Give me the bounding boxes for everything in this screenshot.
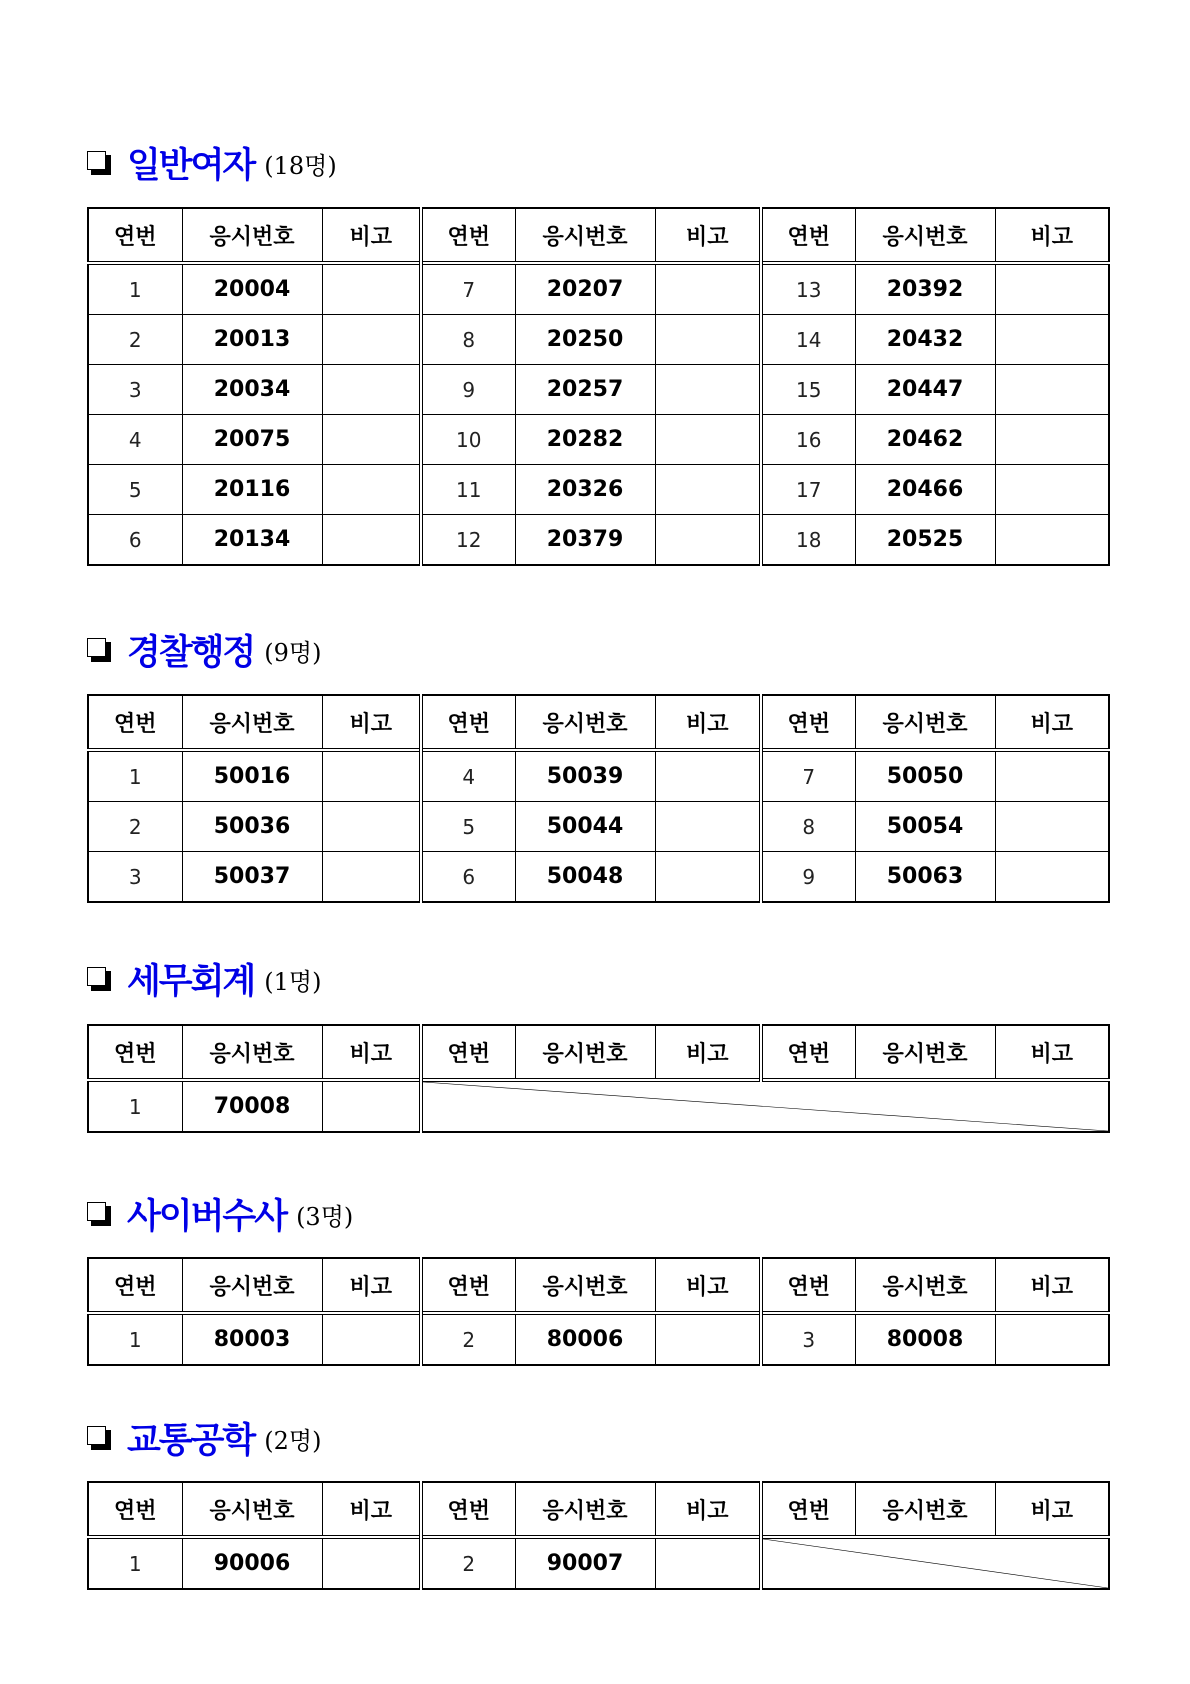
column-header: 응시번호 <box>182 1258 322 1313</box>
applicant-table <box>87 1257 1110 1366</box>
section-count: (18명) <box>264 151 337 180</box>
column-header: 연번 <box>761 1482 855 1537</box>
table-header-row <box>88 208 1109 263</box>
exam-number-cell: 50039 <box>515 750 655 802</box>
column-header: 응시번호 <box>515 1482 655 1537</box>
seq-cell: 1 <box>88 750 182 802</box>
empty-diagonal-cell <box>761 1537 1109 1589</box>
exam-number-cell: 20326 <box>515 465 655 515</box>
exam-number-cell: 20034 <box>182 365 322 415</box>
section-heading <box>87 625 321 675</box>
remark-cell <box>655 802 761 852</box>
column-header: 응시번호 <box>855 695 995 750</box>
column-header: 비고 <box>322 208 421 263</box>
exam-number-cell: 20282 <box>515 415 655 465</box>
remark-cell <box>995 415 1109 465</box>
section-count: (2명) <box>264 1426 322 1455</box>
section-title: 사이버수사 <box>127 1197 287 1237</box>
seq-cell: 5 <box>88 465 182 515</box>
exam-number-cell: 50048 <box>515 852 655 903</box>
table-row <box>88 465 1109 515</box>
remark-cell <box>655 465 761 515</box>
seq-cell: 2 <box>421 1313 515 1365</box>
remark-cell <box>322 315 421 365</box>
table-row <box>88 1080 1109 1132</box>
remark-cell <box>322 802 421 852</box>
table-row <box>88 802 1109 852</box>
seq-cell: 13 <box>761 263 855 315</box>
exam-number-cell: 20379 <box>515 515 655 566</box>
checkbox-square-icon <box>87 1202 112 1227</box>
exam-number-cell: 20250 <box>515 315 655 365</box>
column-header: 연번 <box>761 695 855 750</box>
exam-number-cell: 80008 <box>855 1313 995 1365</box>
column-header: 응시번호 <box>855 1258 995 1313</box>
table-header-row <box>88 1258 1109 1313</box>
column-header: 응시번호 <box>515 1025 655 1080</box>
remark-cell <box>322 465 421 515</box>
exam-number-cell: 80003 <box>182 1313 322 1365</box>
column-header: 연번 <box>88 695 182 750</box>
remark-cell <box>655 315 761 365</box>
seq-cell: 7 <box>761 750 855 802</box>
remark-cell <box>322 263 421 315</box>
applicant-table <box>87 1481 1110 1590</box>
column-header: 연번 <box>761 1258 855 1313</box>
column-header: 비고 <box>655 208 761 263</box>
seq-cell: 3 <box>88 365 182 415</box>
exam-number-cell: 50044 <box>515 802 655 852</box>
exam-number-cell: 20207 <box>515 263 655 315</box>
table-row <box>88 315 1109 365</box>
table-header-row <box>88 1482 1109 1537</box>
seq-cell: 7 <box>421 263 515 315</box>
column-header: 비고 <box>322 1258 421 1313</box>
section-heading <box>87 1413 321 1463</box>
exam-number-cell: 20392 <box>855 263 995 315</box>
exam-number-cell: 20013 <box>182 315 322 365</box>
section-heading <box>87 954 321 1004</box>
seq-cell: 5 <box>421 802 515 852</box>
column-header: 비고 <box>995 1482 1109 1537</box>
remark-cell <box>995 1313 1109 1365</box>
seq-cell: 14 <box>761 315 855 365</box>
seq-cell: 3 <box>88 852 182 903</box>
exam-number-cell: 20134 <box>182 515 322 566</box>
column-header: 응시번호 <box>182 1482 322 1537</box>
remark-cell <box>322 515 421 566</box>
seq-cell: 6 <box>421 852 515 903</box>
seq-cell: 1 <box>88 1537 182 1589</box>
empty-diagonal-cell <box>421 1080 1109 1132</box>
column-header: 연번 <box>88 1025 182 1080</box>
seq-cell: 4 <box>421 750 515 802</box>
remark-cell <box>995 465 1109 515</box>
table-row <box>88 1537 1109 1589</box>
exam-number-cell: 50036 <box>182 802 322 852</box>
exam-number-cell: 80006 <box>515 1313 655 1365</box>
exam-number-cell: 90007 <box>515 1537 655 1589</box>
seq-cell: 8 <box>761 802 855 852</box>
column-header: 연번 <box>421 1482 515 1537</box>
column-header: 비고 <box>322 1482 421 1537</box>
applicant-table <box>87 1024 1110 1133</box>
table-row <box>88 515 1109 566</box>
column-header: 연번 <box>421 208 515 263</box>
column-header: 응시번호 <box>515 1258 655 1313</box>
column-header: 연번 <box>88 1258 182 1313</box>
column-header: 비고 <box>322 1025 421 1080</box>
checkbox-square-icon <box>87 638 112 663</box>
table-row <box>88 750 1109 802</box>
remark-cell <box>322 1313 421 1365</box>
remark-cell <box>322 852 421 903</box>
seq-cell: 4 <box>88 415 182 465</box>
remark-cell <box>655 1537 761 1589</box>
seq-cell: 16 <box>761 415 855 465</box>
table-row <box>88 263 1109 315</box>
exam-number-cell: 50063 <box>855 852 995 903</box>
column-header: 연번 <box>761 208 855 263</box>
seq-cell: 12 <box>421 515 515 566</box>
column-header: 비고 <box>322 695 421 750</box>
column-header: 응시번호 <box>855 1025 995 1080</box>
column-header: 연번 <box>421 1025 515 1080</box>
remark-cell <box>655 415 761 465</box>
column-header: 연번 <box>88 1482 182 1537</box>
remark-cell <box>322 1080 421 1132</box>
exam-number-cell: 70008 <box>182 1080 322 1132</box>
seq-cell: 1 <box>88 1080 182 1132</box>
section-count: (1명) <box>264 967 322 996</box>
seq-cell: 2 <box>88 315 182 365</box>
seq-cell: 1 <box>88 263 182 315</box>
remark-cell <box>655 852 761 903</box>
column-header: 비고 <box>655 695 761 750</box>
column-header: 응시번호 <box>182 695 322 750</box>
exam-number-cell: 20432 <box>855 315 995 365</box>
section-title: 일반여자 <box>127 146 255 186</box>
remark-cell <box>322 415 421 465</box>
exam-number-cell: 20466 <box>855 465 995 515</box>
section-title: 교통공학 <box>127 1421 255 1461</box>
column-header: 연번 <box>761 1025 855 1080</box>
column-header: 응시번호 <box>855 1482 995 1537</box>
seq-cell: 2 <box>421 1537 515 1589</box>
column-header: 응시번호 <box>182 208 322 263</box>
checkbox-square-icon <box>87 967 112 992</box>
table-row <box>88 415 1109 465</box>
remark-cell <box>322 1537 421 1589</box>
column-header: 비고 <box>655 1482 761 1537</box>
remark-cell <box>995 263 1109 315</box>
column-header: 연번 <box>421 1258 515 1313</box>
column-header: 응시번호 <box>182 1025 322 1080</box>
table-row <box>88 365 1109 415</box>
seq-cell: 17 <box>761 465 855 515</box>
table-row <box>88 852 1109 903</box>
seq-cell: 11 <box>421 465 515 515</box>
column-header: 연번 <box>88 208 182 263</box>
remark-cell <box>655 750 761 802</box>
table-header-row <box>88 695 1109 750</box>
exam-number-cell: 20116 <box>182 465 322 515</box>
seq-cell: 3 <box>761 1313 855 1365</box>
remark-cell <box>655 263 761 315</box>
exam-number-cell: 90006 <box>182 1537 322 1589</box>
section-count: (9명) <box>264 638 322 667</box>
column-header: 응시번호 <box>855 208 995 263</box>
applicant-table <box>87 694 1110 903</box>
seq-cell: 15 <box>761 365 855 415</box>
section-title: 세무회계 <box>127 962 255 1002</box>
remark-cell <box>655 365 761 415</box>
remark-cell <box>322 365 421 415</box>
exam-number-cell: 20257 <box>515 365 655 415</box>
remark-cell <box>322 750 421 802</box>
column-header: 비고 <box>655 1258 761 1313</box>
exam-number-cell: 50037 <box>182 852 322 903</box>
column-header: 비고 <box>655 1025 761 1080</box>
seq-cell: 1 <box>88 1313 182 1365</box>
remark-cell <box>995 365 1109 415</box>
checkbox-square-icon <box>87 1426 112 1451</box>
section-heading <box>87 138 337 188</box>
seq-cell: 2 <box>88 802 182 852</box>
exam-number-cell: 50054 <box>855 802 995 852</box>
remark-cell <box>995 750 1109 802</box>
section-title: 경찰행정 <box>127 633 255 673</box>
exam-number-cell: 20075 <box>182 415 322 465</box>
table-header-row <box>88 1025 1109 1080</box>
remark-cell <box>995 802 1109 852</box>
column-header: 비고 <box>995 695 1109 750</box>
checkbox-square-icon <box>87 151 112 176</box>
seq-cell: 6 <box>88 515 182 566</box>
remark-cell <box>995 852 1109 903</box>
exam-number-cell: 50016 <box>182 750 322 802</box>
remark-cell <box>995 315 1109 365</box>
exam-number-cell: 20447 <box>855 365 995 415</box>
column-header: 응시번호 <box>515 208 655 263</box>
seq-cell: 10 <box>421 415 515 465</box>
column-header: 연번 <box>421 695 515 750</box>
seq-cell: 18 <box>761 515 855 566</box>
column-header: 응시번호 <box>515 695 655 750</box>
column-header: 비고 <box>995 208 1109 263</box>
section-heading <box>87 1189 353 1239</box>
remark-cell <box>995 515 1109 566</box>
exam-number-cell: 20004 <box>182 263 322 315</box>
exam-number-cell: 20525 <box>855 515 995 566</box>
seq-cell: 9 <box>421 365 515 415</box>
remark-cell <box>655 1313 761 1365</box>
column-header: 비고 <box>995 1258 1109 1313</box>
applicant-table <box>87 207 1110 566</box>
table-row <box>88 1313 1109 1365</box>
remark-cell <box>655 515 761 566</box>
column-header: 비고 <box>995 1025 1109 1080</box>
section-count: (3명) <box>296 1202 354 1231</box>
seq-cell: 9 <box>761 852 855 903</box>
exam-number-cell: 50050 <box>855 750 995 802</box>
seq-cell: 8 <box>421 315 515 365</box>
exam-number-cell: 20462 <box>855 415 995 465</box>
